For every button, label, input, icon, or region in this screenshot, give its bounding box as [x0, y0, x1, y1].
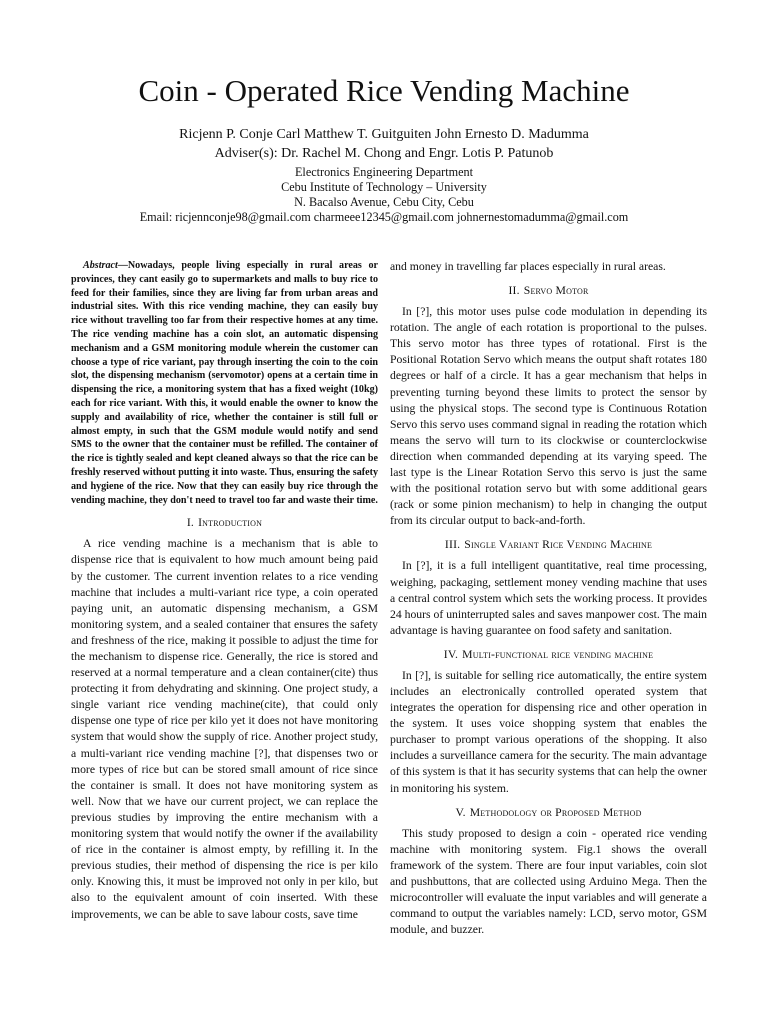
right-column	[390, 259, 707, 938]
section-number: II.	[508, 284, 520, 298]
abstract	[71, 259, 378, 507]
author-list: Ricjenn P. Conje Carl Matthew T. Guitguiten John Ernesto D. Madumma	[179, 127, 589, 142]
multi-functional-paragraph: In [?], is suitable for selling rice automatically, the entire system includes an electronically controlled operated system that integrates the operation for dispensing rice and other operation in the system. It uses voice shopping system that enables the purchaser to prompt various operations of the shopping. It also includes a surveillance camera for the security. The main advantage of this system is that it has security systems that can help the owner in monitoring his system.	[390, 668, 707, 795]
single-variant-paragraph: In [?], it is a full intelligent quantitative, real time processing, weighing, packaging, settlement money vending machine that uses a central control system which sets the working process. It provides 24 hours of uninterrupted sales and saves manpower cost. The main advantage is having guarantee on food safety and sanitation.	[390, 559, 707, 637]
adviser-line: Adviser(s): Dr. Rachel M. Chong and Engr. Lotis P. Patunob	[214, 146, 554, 161]
section-heading-single-variant	[390, 537, 707, 553]
section-heading-multi-functional	[390, 647, 707, 663]
section-heading-methodology	[390, 805, 707, 821]
email-line: Email: ricjennconje98@gmail.com charmeee12345@gmail.com johnernestomadumma@gmail.com	[139, 210, 629, 224]
introduction-paragraph-continued: and money in travelling far places especially in rural areas.	[390, 260, 666, 273]
section-title: Single Variant Rice Vending Machine	[464, 538, 653, 552]
abstract-text: Nowadays, people living especially in rural areas or provinces, they cant easily go to supermarkets and malls to buy rice to feed for their families, since they are living far from urban areas and industrial sites. With this rice vending machine, they can easily buy rice without travelling too far from their respective homes at any time. The rice vending machine has a coin slot, an automatic dispensing mechanism and a GSM monitoring module wherein the customer can choose a type of rice variant, pay through inserting the coin to the coin slot, the dispensing mechanism (servomotor) opens at a certain time in dispensing the rice, a monitoring system that has a fixed weight (10kg) each for rice variant. With this, it would enable the owner to know the supply and availability of rice, whether the container is still full or almost empty, in such that the GSM module would notify and send SMS to the owner that the container must be refilled. The container of the rice is tightly sealed and kept cleaned always so that the rice can be freshly reserved without putting it into waste. Thus, ensuring the safety and hygiene of the rice. Now that they can easily buy rice through the vending machine, they don't need to travel too far and waste their time.	[71, 260, 378, 506]
section-title: Introduction	[198, 516, 263, 530]
section-title: Servo Motor	[523, 284, 589, 298]
institution-line: Cebu Institute of Technology – University	[281, 180, 487, 194]
section-title: Multi-functional rice vending machine	[462, 647, 654, 661]
paper-title: Coin - Operated Rice Vending Machine	[138, 73, 630, 108]
section-number: III.	[444, 538, 461, 552]
section-number: V.	[455, 805, 466, 819]
section-number: I.	[186, 516, 195, 530]
left-column	[71, 259, 378, 923]
section-number: IV.	[443, 647, 459, 661]
department-line: Electronics Engineering Department	[294, 165, 473, 179]
section-title: Methodology or Proposed Method	[469, 805, 642, 819]
section-heading-servo-motor	[390, 283, 707, 299]
servo-motor-paragraph: In [?], this motor uses pulse code modulation in depending its rotation. The angle of each rotation is proportional to the pulses. This servo motor has three types of rotational. First is the Positional Rotation Servo which means the output shaft rotates 180 degrees or half of a circle. It has a gear mechanism that helps in preventing turning beyond these limits to protect the sensor by using the physical stops. The second type is Continuous Rotation Servo this servo uses command signal in reading the rotation which means the servo will turn to its clockwise or counterclockwise direction when commanded depending at its varying speed. The last type is the Linear Rotation Servo this servo is just the same with the positional rotation servo but with some additional gears (rack or some pinion mechanism) to help in changing the output from its circular output to back-and-forth.	[390, 305, 707, 528]
introduction-paragraph: A rice vending machine is a mechanism that is able to dispense rice that is equivalent to how much amount being paid by the customer. The current invention relates to a rice vending machine that includes a multi-variant rice type, a coin operated paying unit, an automatic dispensing mechanism, a GSM monitoring system, and a sealed container that ensures the safety and freshness of the rice, making it possible to adjust the time for the mechanism to dispense rice. Generally, the rice is stored and reserved at a normal temperature and a clean container(cite) thus protecting it from dehydrating and skinning. One project study, a single variant rice vending machine(cite), that could only dispense one type of rice per kilo yet it does not have monitoring system that would show the supply of rice. Another project study, a multi-variant rice vending machine [?], that dispenses two or more types of rice but can be stored small amount of rice since the container is small. It does not have monitoring system as well. Now that we have our current project, we can replace the previous studies by improving the entire mechanism with a monitoring system that would notify the owner if the availability of rice in the container is almost empty, by refilling it. In the previous studies, their method of dispensing the rice is per kilo only. Knowing this, it must be improved not only in per kilo, but also to the equivalent amount of coin inserted. With these improvements, we can be able to save labour costs, save time	[71, 537, 378, 921]
abstract-label: Abstract	[83, 260, 118, 271]
address-line: N. Bacalso Avenue, Cebu City, Cebu	[294, 195, 474, 209]
abstract-dash: —	[117, 260, 128, 271]
section-heading-introduction	[71, 515, 378, 531]
methodology-paragraph: This study proposed to design a coin - operated rice vending machine with monitoring system. Fig.1 shows the overall framework of the system. There are four input variables, coin slot and pushbuttons, that are collected using Arduino Mega. Then the microcontroller will evaluate the input variables and will generate a command to output the variables namely: LCD, servo motor, GSM module, and buzzer.	[390, 826, 707, 937]
